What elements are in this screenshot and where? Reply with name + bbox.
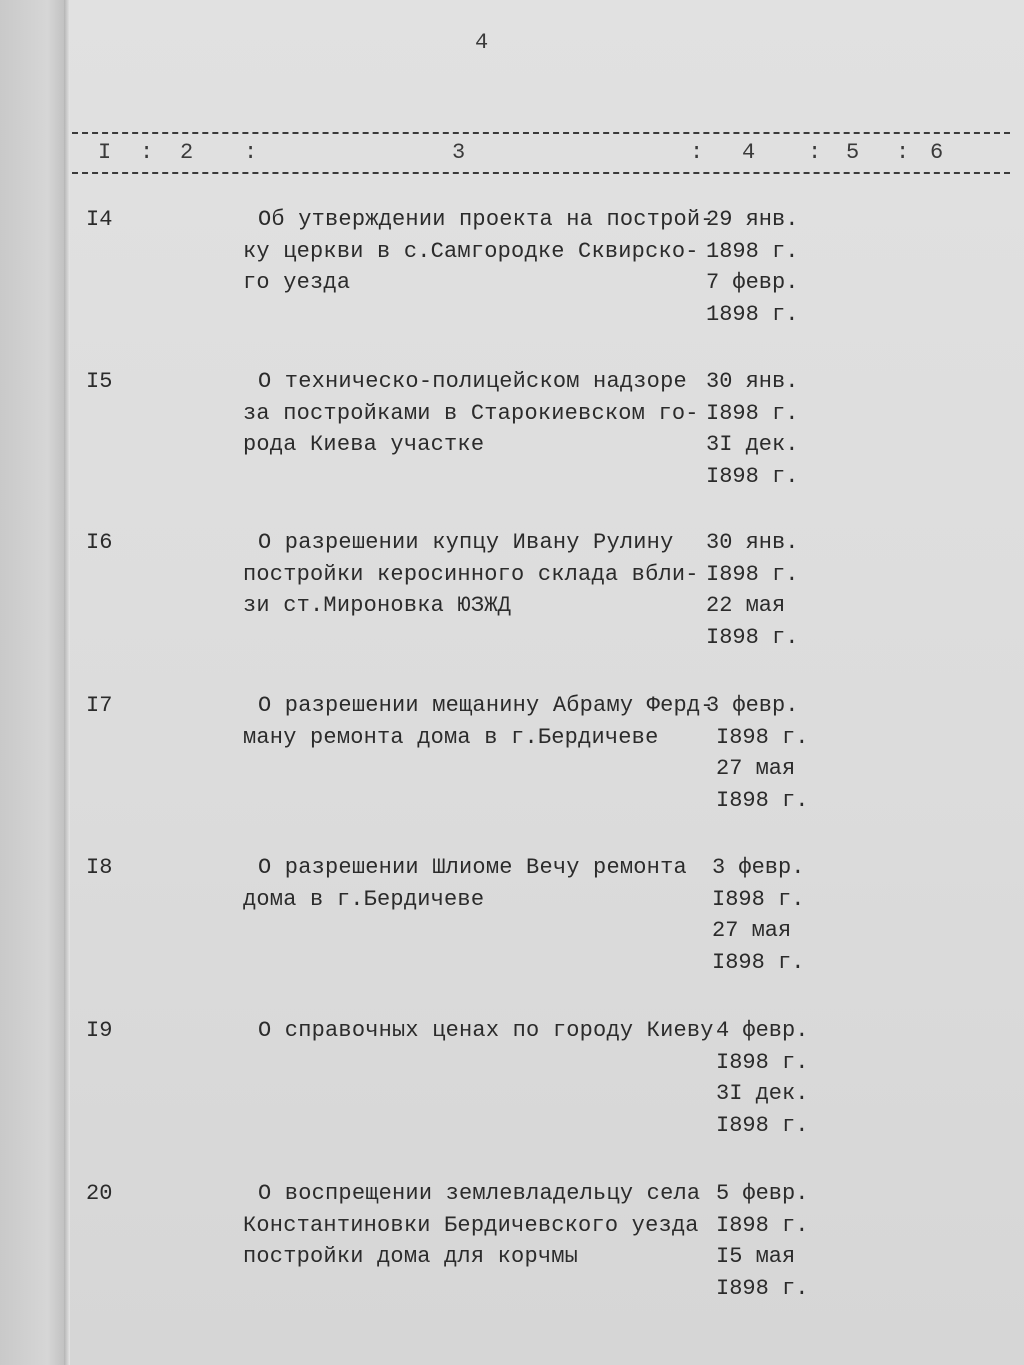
entry-year-end: I898 г. bbox=[712, 949, 805, 975]
entry-year-start: I898 г. bbox=[716, 724, 809, 750]
entry-number: I8 bbox=[86, 855, 113, 880]
entry-number: I7 bbox=[86, 693, 113, 718]
entry-date-end: 22 мая bbox=[706, 593, 786, 618]
entry-year-start: I898 г. bbox=[716, 1049, 809, 1075]
entry-date-start: 3 февр. bbox=[712, 855, 805, 880]
entry-dates bbox=[706, 204, 798, 330]
header-rule-top bbox=[72, 132, 1010, 134]
column-header-3: 3 bbox=[452, 140, 466, 165]
entry-title-line: О разрешении мещанину Абраму Ферд- bbox=[258, 693, 714, 718]
entry-dates bbox=[716, 1015, 808, 1141]
entry-date-end: 27 мая bbox=[716, 756, 796, 781]
entry-year-end: I898 г. bbox=[716, 1112, 809, 1138]
entry-title-line: ку церкви в с.Самгородке Сквирско- bbox=[243, 238, 699, 264]
entry-title bbox=[243, 204, 714, 299]
entry-title bbox=[243, 527, 699, 622]
entry-title bbox=[243, 1015, 714, 1047]
entry-dates bbox=[706, 527, 798, 653]
entry-title-line: го уезда bbox=[243, 270, 351, 295]
entry-year-end: I898 г. bbox=[706, 463, 799, 489]
entry-title bbox=[243, 852, 687, 915]
entry-title-line: зи ст.Мироновка ЮЗЖД bbox=[243, 593, 512, 618]
entry-title-line: Константиновки Бердичевского уезда bbox=[243, 1212, 699, 1238]
column-separator: : bbox=[690, 140, 704, 165]
register-entry bbox=[0, 366, 1024, 526]
entry-title-line: Об утверждении проекта на построй- bbox=[258, 207, 714, 232]
entry-date-start: 30 янв. bbox=[706, 530, 799, 555]
entry-year-start: I898 г. bbox=[712, 886, 805, 912]
entry-date-end: 27 мая bbox=[712, 918, 792, 943]
entry-year-end: I898 г. bbox=[716, 1275, 809, 1301]
entry-number: I6 bbox=[86, 530, 113, 555]
entry-date-start: 4 февр. bbox=[716, 1018, 809, 1043]
entry-date-start: 30 янв. bbox=[706, 369, 799, 394]
entry-year-end: I898 г. bbox=[706, 624, 799, 650]
entry-title-line: О техническо-полицейском надзоре bbox=[258, 369, 687, 394]
entry-year-start: 1898 г. bbox=[706, 238, 799, 264]
entry-number: I4 bbox=[86, 207, 113, 232]
entry-title-line: дома в г.Бердичеве bbox=[243, 886, 485, 912]
register-entry bbox=[0, 1178, 1024, 1338]
register-entry bbox=[0, 852, 1024, 1012]
entry-title-line: постройки керосинного склада вбли- bbox=[243, 561, 699, 587]
entry-dates bbox=[712, 852, 804, 978]
entry-year-start: I898 г. bbox=[706, 561, 799, 587]
entry-year-end: I898 г. bbox=[716, 787, 809, 813]
entry-date-end: 3I дек. bbox=[706, 432, 799, 457]
entry-title bbox=[243, 366, 699, 461]
entry-date-end: 7 февр. bbox=[706, 270, 799, 295]
entry-title bbox=[243, 690, 714, 753]
column-separator: : bbox=[808, 140, 822, 165]
column-header-5: 5 bbox=[846, 140, 860, 165]
entry-date-end: 3I дек. bbox=[716, 1081, 809, 1106]
entry-title-line: рода Киева участке bbox=[243, 432, 485, 457]
column-separator: : bbox=[140, 140, 154, 165]
entry-year-start: I898 г. bbox=[716, 1212, 809, 1238]
column-separator: : bbox=[244, 140, 258, 165]
register-entry bbox=[0, 204, 1024, 364]
page-number: 4 bbox=[475, 30, 489, 55]
entry-year-start: I898 г. bbox=[706, 400, 799, 426]
entry-title-line: О разрешении купцу Ивану Рулину bbox=[258, 530, 674, 555]
entry-title-line: постройки дома для корчмы bbox=[243, 1244, 579, 1269]
column-header-6: 6 bbox=[930, 140, 944, 165]
register-entry bbox=[0, 690, 1024, 850]
column-header-4: 4 bbox=[742, 140, 756, 165]
entry-dates bbox=[706, 366, 798, 492]
column-header-2: 2 bbox=[180, 140, 194, 165]
entry-date-start: 3 февр. bbox=[706, 693, 799, 718]
entry-number: I9 bbox=[86, 1018, 113, 1043]
register-entry bbox=[0, 1015, 1024, 1175]
entry-date-start: 5 февр. bbox=[716, 1181, 809, 1206]
entry-dates bbox=[716, 1178, 808, 1304]
entry-title-line: О воспрещении землевладельцу села bbox=[258, 1181, 701, 1206]
entry-dates bbox=[706, 690, 808, 816]
column-header-1: I bbox=[98, 140, 112, 165]
entry-title-line: ману ремонта дома в г.Бердичеве bbox=[243, 724, 659, 750]
entry-number: 20 bbox=[86, 1181, 113, 1206]
header-rule-bottom bbox=[72, 172, 1010, 174]
entry-number: I5 bbox=[86, 369, 113, 394]
entry-title bbox=[243, 1178, 700, 1273]
entry-year-end: 1898 г. bbox=[706, 301, 799, 327]
entry-title-line: за постройками в Старокиевском го- bbox=[243, 400, 699, 426]
column-separator: : bbox=[896, 140, 910, 165]
entry-title-line: О разрешении Шлиоме Вечу ремонта bbox=[258, 855, 687, 880]
entry-title-line: О справочных ценах по городу Киеву bbox=[258, 1018, 714, 1043]
entry-date-end: I5 мая bbox=[716, 1244, 796, 1269]
entry-date-start: 29 янв. bbox=[706, 207, 799, 232]
register-entry bbox=[0, 527, 1024, 687]
